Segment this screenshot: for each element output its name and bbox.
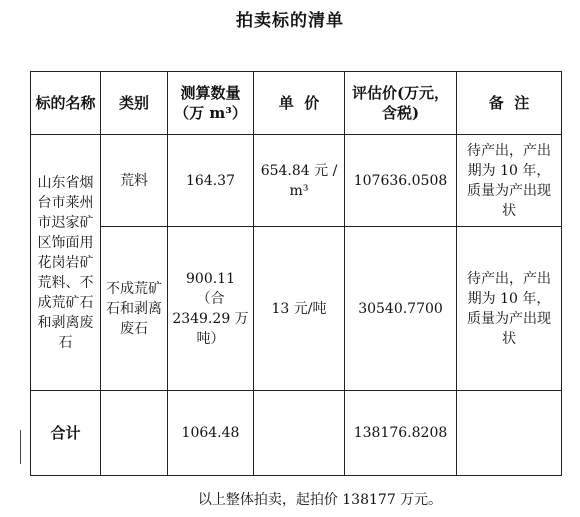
- header-value: 评估价(万元，含税): [345, 72, 457, 135]
- page-title: 拍卖标的清单: [236, 11, 344, 31]
- header-category: 类别: [101, 72, 168, 135]
- quantity-cell: 164.37: [168, 135, 254, 227]
- value-cell: 30540.7700: [345, 227, 457, 391]
- margin-mark: [20, 430, 21, 464]
- value-cell: 107636.0508: [345, 135, 457, 227]
- starting-price-note: 以上整体拍卖，起拍价 138177 万元。: [197, 492, 443, 508]
- total-category-cell: [101, 391, 168, 476]
- category-cell: 荒料: [101, 135, 168, 227]
- auction-item-table: [30, 71, 562, 476]
- remark-cell: 待产出，产出期为 10 年，质量为产出现状: [457, 135, 562, 227]
- header-name: 标的名称: [31, 72, 101, 135]
- category-cell: 不成荒矿石和剥离废石: [101, 227, 168, 391]
- remark-cell: 待产出，产出期为 10 年，质量为产出现状: [457, 227, 562, 391]
- total-unit-price-cell: [254, 391, 345, 476]
- unit-price-cell: 13 元/吨: [254, 227, 345, 391]
- quantity-cell: 900.11 （合 2349.29 万吨）: [168, 227, 254, 391]
- total-quantity-cell: 1064.48: [168, 391, 254, 476]
- table-row: [31, 227, 562, 391]
- total-value-cell: 138176.8208: [345, 391, 457, 476]
- table-row: [31, 135, 562, 227]
- item-name-cell: 山东省烟台市莱州市迟家矿区饰面用花岗岩矿荒料、不成荒矿石和剥离废石: [31, 135, 101, 391]
- unit-price-cell: 654.84 元 / m³: [254, 135, 345, 227]
- total-label: 合计: [31, 391, 101, 476]
- header-remark: 备 注: [457, 72, 562, 135]
- table-header-row: [31, 72, 562, 135]
- total-remark-cell: [457, 391, 562, 476]
- total-row: [31, 391, 562, 476]
- header-quantity: 测算数量（万 m³）: [168, 72, 254, 135]
- header-unit-price: 单 价: [254, 72, 345, 135]
